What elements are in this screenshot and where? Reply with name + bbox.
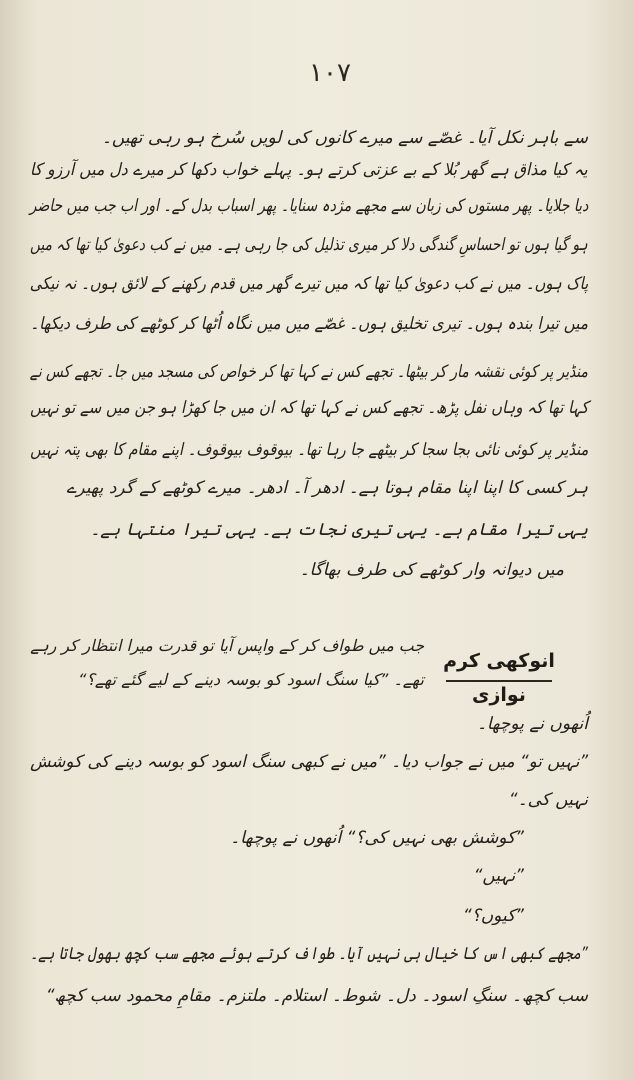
side-line-2: تھے۔ ”کیا سنگ اسود کو بوسہ دینے کے لیے گئے تھے؟“ (78, 670, 424, 689)
chapter-heading-text: انوکھی کرم نوازی (443, 650, 555, 706)
dialogue-line-4: ”کوشش بھی نہیں کی؟“ اُنھوں نے پوچھا۔ (230, 828, 524, 848)
dialogue-line-7: ”مجھے کبھی اس کا خیال ہی نہیں آیا۔ طواف کرتے ہوئے مجھے سب کچھ بھول جاتا ہے۔ (30, 944, 588, 964)
body-line-1: سے باہر نکل آیا۔ غصّے سے میرے کانوں کی لویں سُرخ ہو رہی تھیں۔ (101, 128, 588, 148)
body-line-2: یہ کیا مذاق ہے گھر بُلا کے بے عزتی کرتے ہو۔ پہلے خواب دکھا کر میرے دل میں آرزو کا (30, 160, 588, 180)
body-line-5: پاک ہوں۔ میں نے کب دعویٰ کیا تھا کہ میں تیرے گھر میں قدم رکھنے کے لائق ہوں۔ نہ نیکی (29, 274, 588, 294)
dialogue-line-1: اُنھوں نے پوچھا۔ (476, 714, 588, 734)
page-number: ١٠٧ (309, 58, 351, 88)
body-line-9: منڈیر پر کوئی نائی بجا سجا کر بیٹھے جا رہا تھا۔ بیوقوف بیوقوف۔ اپنے مقام کا بھی پتہ نہیں (29, 440, 588, 460)
body-line-3: دیا جلایا۔ پھر مستوں کی زبان سے مجھے مژدہ سنایا۔ پھر اسباب بدل کے۔ اور اب جب میں حاضر (29, 196, 588, 216)
body-line-10: ہر کسی کا اپنا اپنا مقام ہوتا ہے۔ ادھر آ۔ ادھر۔ میرے کوٹھے کے گرد پھیرے (66, 478, 588, 498)
heading-underline (446, 680, 552, 682)
dialogue-line-5: ”نہیں“ (473, 866, 524, 886)
body-line-11: یہی تیرا مقام ہے۔ یہی تیری نجات ہے۔ یہی تیرا منتہا ہے۔ (90, 520, 588, 540)
dialogue-line-2: ”نہیں تو“ میں نے جواب دیا۔ ”میں نے کبھی سنگ اسود کو بوسہ دینے کی کوشش (29, 752, 588, 772)
body-line-8: کہا تھا کہ وہاں نفل پڑھ۔ تجھے کس نے کہا تھا کہ ان میں جا کھڑا ہو جن میں سے تو نہیں (29, 398, 588, 418)
dialogue-line-6: ”کیوں؟“ (462, 906, 524, 926)
chapter-heading (440, 644, 558, 706)
dialogue-line-3: نہیں کی۔“ (508, 790, 588, 810)
body-line-6: میں تیرا بندہ ہوں۔ تیری تخلیق ہوں۔ غصّے میں میں نگاہ اُٹھا کر کوٹھے کی طرف دیکھا۔ (30, 314, 588, 334)
side-line-1: جب میں طواف کر کے واپس آیا تو قدرت میرا انتظار کر رہے (30, 636, 424, 655)
body-line-12: میں دیوانہ وار کوٹھے کی طرف بھاگا۔ (299, 560, 564, 580)
body-line-7: منڈیر پر کوئی نقشہ مار کر بیٹھا۔ تجھے کس نے کہا تھا کر خواص کی مسجد میں جا۔ تجھے کس نے (29, 362, 588, 382)
body-line-4: ہو گیا ہوں تو احساسِ گندگی دلا کر میری تذلیل کی جا رہی ہے۔ میں نے کب دعویٰ کیا تھا کہ میں (30, 235, 588, 255)
dialogue-line-8: سب کچھ۔ سنگِ اسود۔ دل۔ شوط۔ استلام۔ ملتزم۔ مقامِ محمود سب کچھ“ (45, 986, 588, 1006)
